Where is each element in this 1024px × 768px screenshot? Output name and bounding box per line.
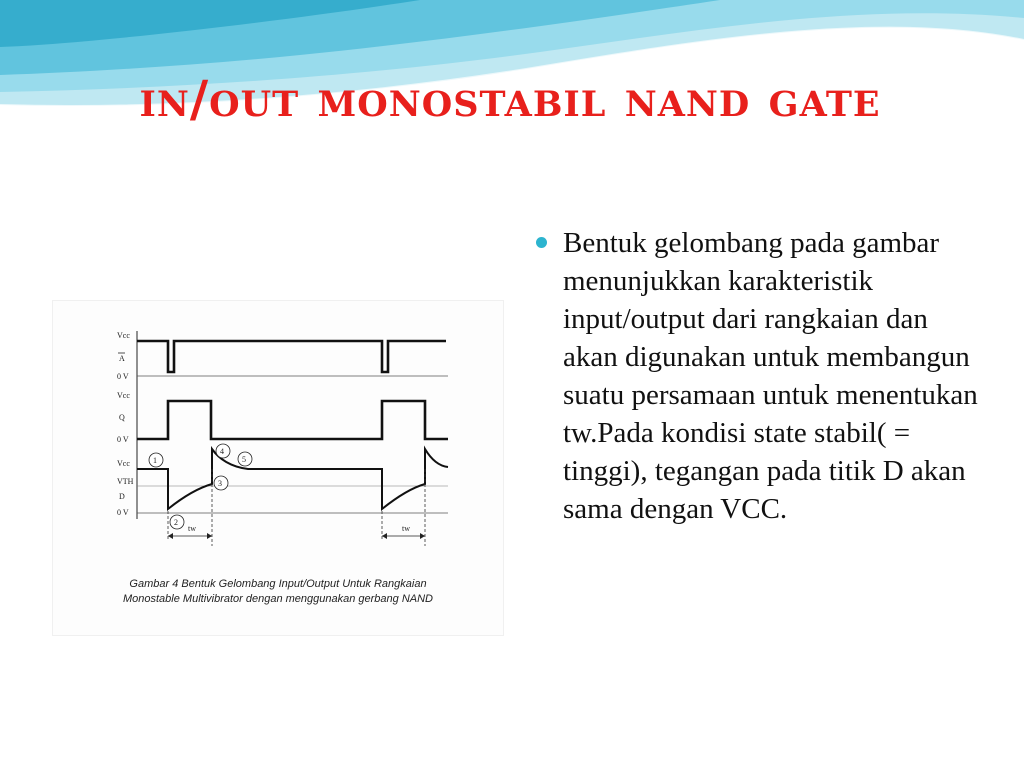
- vcc-label-a: Vcc: [117, 331, 130, 340]
- svg-text:3: 3: [218, 479, 222, 488]
- marker-4: [216, 444, 230, 458]
- signal-q-label: Q: [119, 413, 125, 422]
- caption-line-1: Gambar 4 Bentuk Gelombang Input/Output Untuk Rangkaian: [129, 578, 427, 590]
- waveform-figure: [52, 300, 504, 636]
- caption-line-2: Monostable Multivibrator dengan menggunakan gerbang NAND: [122, 593, 434, 605]
- vcc-label-q: Vcc: [117, 391, 130, 400]
- svg-text:1: 1: [153, 456, 157, 465]
- vth-label: VTH: [117, 477, 134, 486]
- zero-v-label-q: 0 V: [117, 435, 129, 444]
- svg-text:4: 4: [220, 447, 224, 456]
- svg-text:5: 5: [242, 455, 246, 464]
- bullet-text: Bentuk gelombang pada gambar menunjukkan karakteristik input/output dari rangkaian dan akan digunakan untuk membangun suatu persamaan untuk menentukan tw.Pada kondisi state stabil( = tinggi), tegangan pada titik D akan sama dengan VCC.: [563, 227, 978, 525]
- slide-title: in/out monostabil nand gate: [139, 69, 881, 128]
- tw-label-2: tw: [402, 524, 410, 533]
- marker-5: [238, 452, 252, 466]
- figure-caption: [73, 577, 483, 607]
- tw-interval-markers: [168, 511, 425, 541]
- marker-2: [170, 515, 184, 529]
- zero-v-label-d: 0 V: [117, 508, 129, 517]
- content-text-block: [530, 224, 985, 528]
- marker-3: [214, 476, 228, 490]
- tw-label-1: tw: [188, 524, 196, 533]
- signal-q-trace: [137, 401, 448, 439]
- bullet-dot-icon: [536, 237, 547, 248]
- bullet-item: [530, 224, 985, 528]
- signal-a-trace: [137, 341, 448, 376]
- signal-d-label: D: [119, 492, 125, 501]
- zero-v-label-a: 0 V: [117, 372, 129, 381]
- signal-a-label: A: [119, 354, 125, 363]
- vcc-label-d: Vcc: [117, 459, 130, 468]
- svg-text:2: 2: [174, 518, 178, 527]
- marker-1: [149, 453, 163, 467]
